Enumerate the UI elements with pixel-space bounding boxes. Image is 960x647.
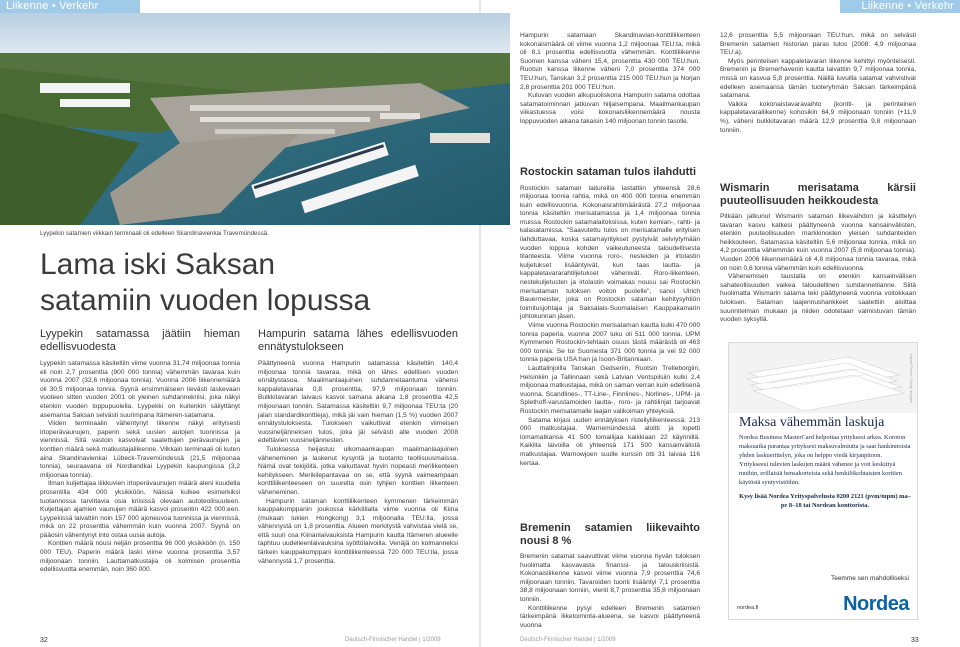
ad-call-to-action: Kysy lisää Nordea Yrityspalvelusta 0200 2121 (pvm/mpm) ma–pe 8–18 tai Nordean konttorista.: [739, 493, 911, 509]
article-bremen: [520, 522, 700, 630]
article-lubeck: [40, 328, 240, 575]
main-headline: [40, 247, 440, 319]
wismar-paragraph: Vähenemisen taustalla on etenkin kansainvälisen sahateollisuuden vaikea taloudellinen suhdannetilanne. Siitä huolimatta Wismarin satama teki päättyneenä vuonna voitokkaan tuloksen. Sataman laajennushankkeet saatettiin aloittaa suunnitelman mukaan ja niiden odotetaan valmistuvan tämän vuoden syksyllä.: [720, 273, 916, 324]
bremen-cont-paragraph: 12,6 prosenttia 5,5 miljoonaan TEU:hun, mikä on selvästi Bremenin satamien historian paras tulos (2008: 4,9 miljoonaa TEU:a).: [720, 32, 916, 57]
rostock-paragraph: Viime vuonna Rostockin merisataman kautta kulki 470 000 tonnia paperia, vuonna 2007 luku oli 511 000 tonnia. UPM Kymmenen Rostockin-tehtaan osuus tästä määrästä oli 463 000 tonnia. Se toi Suomesta 371 000 tonnia ja vei 92 000 tonnia paperia USA:han ja Isoon-Britanniaan.: [520, 322, 700, 364]
page-number-left: 32: [40, 637, 48, 644]
wismar-subhead: Wismarin merisatama kärsii puuteollisuuden heikkoudesta: [720, 182, 916, 207]
ad-paper-stack-illustration: [729, 343, 918, 413]
harbour-photo-illustration: [0, 13, 510, 225]
bremen-cont-paragraph: Myös perinteisen kappaletavaran liikenne kehittyi myönteisesti. Bremenin ja Bremerhavenin kautta laivattiin 9,7 miljoonaa tonnia, missä on kasvua 5,8 prosenttia. Näillä luvuilla satamat vahvistivat edelleen asemaansa tämän tuoteryhmän Saksan tärkeimpänä satamana.: [720, 57, 916, 100]
headline-line-2: satamiin vuoden lopussa: [40, 284, 371, 317]
bremen-subhead: Bremenin satamien liikevaihto nousi 8 %: [520, 522, 700, 547]
paper-stack-icon: [729, 343, 918, 413]
article-rostock: [520, 166, 700, 468]
lubeck-subhead: Lyypekin satamassa jäätiin hieman edellisvuodesta: [40, 328, 240, 353]
lubeck-paragraph: Konttien määrä nousi neljän prosenttia 96 000 yksikköön (n. 150 000 TEU). Paperin määrä laski viime vuonna prosenttia 3,57 miljoonaan tonniin. Lauttamatkustajia oli kolmisen prosenttia edellisvuotta enemmän, noin 360 000.: [40, 540, 240, 574]
harbour-photo: [0, 13, 510, 225]
hamburg-subhead: Hampurin satama lähes edellisvuoden ennätystulokseen: [258, 328, 458, 353]
footer-magazine-right: Deutsch-Finnischer Handel | 1/2009: [520, 637, 616, 643]
ad-signoff: Teemme sen mahdolliseksi: [830, 575, 909, 582]
headline-line-1: Lama iski Saksan: [40, 248, 276, 281]
photo-caption: Lyypekin satamien viikkain terminaali oli edelleen Skandinavienkai Travemündessä.: [40, 230, 269, 237]
article-wismar: [720, 182, 916, 325]
rostock-paragraph: Rostockin sataman laitureilla lastattiin yhteensä 28,6 miljoonaa tonnia rahtia, mikä on 400 000 tonnia enemmän kuin edellisvuonna. Kokonaisrahtimäärästä 27,2 miljoonaa tonnia käsiteltiin merisatamassa ja 1,4 miljoonaa tonnia muissa Rostockin satamalaitoksissa, kuten kemian-, rahti- ja kalasatamissa. "Saavutettu tulos on merisatamalle erityisen ilahduttavaa, koska satamayritykset pystyivät selviytymään vuoden loppua kohden vaikeutuneesta taloudellisesta tilanteesta. Viime vuonna roro-, nesteiden ja irtolastin kuljetukset lisääntyivät, kun taas lautta- ja kappaletavararahtiljetukset vähenivät. Roro-liikenteen, nestekuljetusten ja irtolastin voimakas nousu sai Rostockin merisataman tuloksen voiton puolelle", sanoi Ulrich Bauermeister, joka on Rostockin sataman kehitysyhtiön toimitusjohtaja ja Saksalais-Suomalaisen Kauppakamarin johtokunnan jäsen.: [520, 184, 700, 321]
ad-photo-credit: Vapaa Photo / Getty Images: [909, 353, 914, 403]
bremen-paragraph: Bremenin satamat saavuttivat viime vuonna hyvän tuloksen huolimatta kasvavasta finanssi- ja talouskriisistä. Kokonaisliikenne kasvoi viime vuonna 7,9 prosenttia 74,6 miljoonaan tonniin. Tavaroiden tuonti lisääntyi 7,1 prosenttia 38,8 miljoonaan tonniin, vienti 8,7 prosenttia 35,8 miljoonaan tonniin.: [520, 553, 700, 603]
nordea-advertisement[interactable]: [728, 342, 918, 620]
hamburg-cont-paragraph: Hampurin satamaan Skandinavian-konttiliikenteen kokonaismäärä oli viime vuonna 1,2 miljoonaa TEU:ta, mikä oli 8,1 prosenttia edellisvuotta vähemmän. Konttiliikenne Suomen kanssa väheni 15,4, prosenttia 430 000 TEU:hun. Ruotsin kanssa liikenne väheni 7,0 prosenttia 374 000 TEU:hun, Tanskan 3,2 prosenttia 215 000 TEU:hun ja Norjan 2,8 prosenttia 201 000 TEU:hun.: [520, 32, 700, 91]
rostock-paragraph: Satama kirjasi uuden ennätyksen risteilyliikenteessä: 213 000 matkustajaa. Warnemündessä aloitti ja lopetti lomamatkansa 41 500 lomailijaa kaikkiaan 22 käynnillä. Kaikilla laivoilla oli yhteensä 171 500 kansainvälistä matkustajaa. Warnowjoen suulle kurssin otti 31 laivaa 116 kertaa.: [520, 416, 700, 467]
wismar-paragraph: Pitkään jatkunut Wismarin sataman liikevaihdon ja käsittelyn tavaran kasvu katkesi päättyneenä vuonna kansainvälisten, etenkin puuteollisuuden markkinoiden yleisen suhdanteiden heikkouteen. Satamassa käsiteltiin 5,6 miljoonaa tonnia, mikä on 4,2 prosenttia vähemmän kuin vuonna 2007 (5,8 miljoonaa tonnia). Vuoden 2006 liikennemäärä oli 4,8 miljoonaa tonnia tavaraa, mikä on noin 0,6 tonnia vähemmän kuin edellisvuonna.: [720, 213, 916, 272]
lubeck-paragraph: Lyypekin satamassa käsiteltiin viime vuonna 31,74 miljoonaa tonnia eli noin 2,7 prosenttia (900 000 tonnia) vähemmän tavaraa kuin vuonna 2007 (32,6 miljoonaa tonnia). Vuonna 2006 liikennemäärä oli 30,5 miljoonaa tonnia. Syynä ensimmäiseen lievästi laskevaan vuoteen sitten vuoden 2001 oli yleinen suhdannekriisi, joka näkyi etenkin vuoden loppupuolella. Lyypekki on kuitenkin säilyttänyt asemansa Saksan selvästi suurimpana Itämeren-satamana.: [40, 360, 240, 419]
article-bremen-continued: [720, 32, 916, 135]
bremen-cont-paragraph: Vaikka kokonaistavaravaihto (kontti- ja perinteinen kappaletavaraliikenne) kohosikin 64,9 miljoonaan tonniin (+11,9 %), väheni bulkkitavaran määrä 12,9 prosenttia 9,8 miljoonaan tonniin.: [720, 100, 916, 134]
article-hamburg: [258, 328, 458, 566]
section-header-right: Liikenne • Verkehr: [840, 0, 960, 13]
rostock-paragraph: Lauttalinjoilla Tanskan Gedseriin, Ruotsin Trelleborgiin, Helsinkiin ja Tallinnaan sekä Latvian Ventspilsiin kulki 2,4 miljoonaa matkustajaa, mikä on saman verran kuin edellisenä vuonna. Scandlines-, TT-Line-, Finnlines-, Norlines-, UPM- ja Splethoff-varustamoiden lautta-, roro- ja rahtilinjat tarjoavat Rostockin merisatamalle laajan valikoiman yhteyksiä.: [520, 364, 700, 415]
ad-url[interactable]: nordea.fi: [737, 605, 759, 611]
hamburg-paragraph: Hampurin sataman konttiliikenteen kymmenen tärkeimmän kauppakumppanin joukossa kärkitilalla viime vuonna oli Kiina (mukaan lukien Hongkong) 3,1 miljoonalla TEU:lla, jossa vähennystä on 1,8 prosenttia. Alueen merkitystä vahvistaa vielä se, että suuri osa Kiinanlaivauksista Hampurin kautta Itämeren alueelle taphtuu uudelleenlaivauksina syöttölaivoilla. Venäjä on kolmanneksi tärkein kauppakumppani konttiliikenteessä 720 000 TEU:lla, jossa vähennystä 1,7 prosenttia.: [258, 497, 458, 565]
lubeck-paragraph: Viiden terminaalin vähentynyt liikenne näkyi erityisesti irtoperävaunujen, paperin sekä uusien autojen tuonnissa ja viennissä. Sitä vastoin kasvoivat saatettujen perävaunujen ja konttien määrä sekä matkustajaliikenne. Vilkkain terminaali oli kuten aina Skandinavienkai Lübeck-Travemündessä (21,5 miljoonaa tonnia), seuraavana oli Nordlandkai Lyypekin kaupungissa (3,2 miljoonaa tonnia).: [40, 420, 240, 479]
bremen-paragraph: Konttiliikenne pysyi edelleen Bremenin satamien tärkeimpänä liiketoiminta-alueena, se kasvoi päättyneenä vuonna: [520, 604, 700, 629]
ad-body-text: Nordea Business MasterCard helpottaa yrityksesi arkea. Koroton maksuaika parantaa yrityksesi maksuvalmiutta ja saat hankinnoista yhden laskuerittelyn, joka on helppo viedä kirjanpitoon. Yritykseesi tulevien laskujen määrä vähenee ja voit keskittyä muihin, erillaisiä bensakorteista sekä henkilökohtaisten korttien käytöstä syntyvistöihin.: [739, 434, 911, 486]
ad-body: [739, 433, 911, 510]
section-header-left: Liikenne • Verkehr: [0, 0, 140, 13]
footer-magazine-left: Deutsch-Finnischer Handel | 1/2009: [345, 637, 441, 643]
hamburg-paragraph: Päättyneenä vuonna Hampurin satamassa käsiteltiin 140,4 miljoonaa tonnia tavaraa, mikä on lähes edellisen vuoden ennätystasoa. Maailmanlaajuinen suhdannetaantuma vähensi kappaletavaraa 0,8 prosenttia, 97,9 miljoonaan tonniin. Bulkkitavaran laivaus kasvoi samana aikana 1,8 prosenttia 42,5 miljoonaan tonniin. Satamassa käsiteltiin 9,7 miljoonaa TEU:ta (20 jalan standardikonttieja), mikä jäi vain hieman (1,5 %) vuoden 2007 ennätystuloksesta. Tulokseen vaikuttivat etenkin viimeisen vuosineljänneksen tulos, joka jäi selvästi alle vuoden 2008 edeltävien vuosineljännesten.: [258, 360, 458, 445]
page-number-right: 33: [911, 637, 919, 644]
hamburg-paragraph: Tuloksessa heijastuu ulkomaankaupan maailmanlaajuinen väheneminen ja laskenut kysyntä ja tuotanto teollisuusmaissa. Nämä ovat tekijöitä, jotka vaikuttavat hyvin nopeasti merilikenteen kehitykseen. Merikilepantavaa on se, että syynä vaimeampaan konttiliikenteeseen on suurelta osin tyhjien konttien liikenteen väheneminen.: [258, 445, 458, 496]
ad-title: Maksa vähemmän laskuja: [739, 415, 885, 430]
rostock-subhead: Rostockin sataman tulos ilahdutti: [520, 166, 697, 178]
hamburg-cont-paragraph: Kuluvan vuoden alkupuoliskona Hampurin satama odottaa satamatoiminnan jatkuvan hiljaisempana. Maailmankaupan viikastuessa voisi kokonaisliikennemäärä nousta loppuvuoden aikana takaisin 140 miljoonan tonnin tasolle.: [520, 92, 700, 125]
lubeck-paragraph: Ilman kuljettajaa liikkuvien irtoperävaunujen määrä aleni kuudella prosentilla 434 000 yksikköön. Näissä kulkee esimerkiksi tuotannossa tarvittavia osia kriisissä olevaan autoteollisuuteen. Kuljettajan ajamien vaunujen määrä kasvoi prosentin 422 000:een. Lyypekissä laivattiin noin 157 000 ajoneuvoa tuonnissa ja viennissä, mikä on 22 prosenttia vähemmän kuin vuonna 2007. Syynä on pääosin vähentynyt into ostaa uusia autoja.: [40, 480, 240, 539]
nordea-logo: Nordea: [843, 593, 909, 615]
article-hamburg-continued: [520, 32, 700, 127]
